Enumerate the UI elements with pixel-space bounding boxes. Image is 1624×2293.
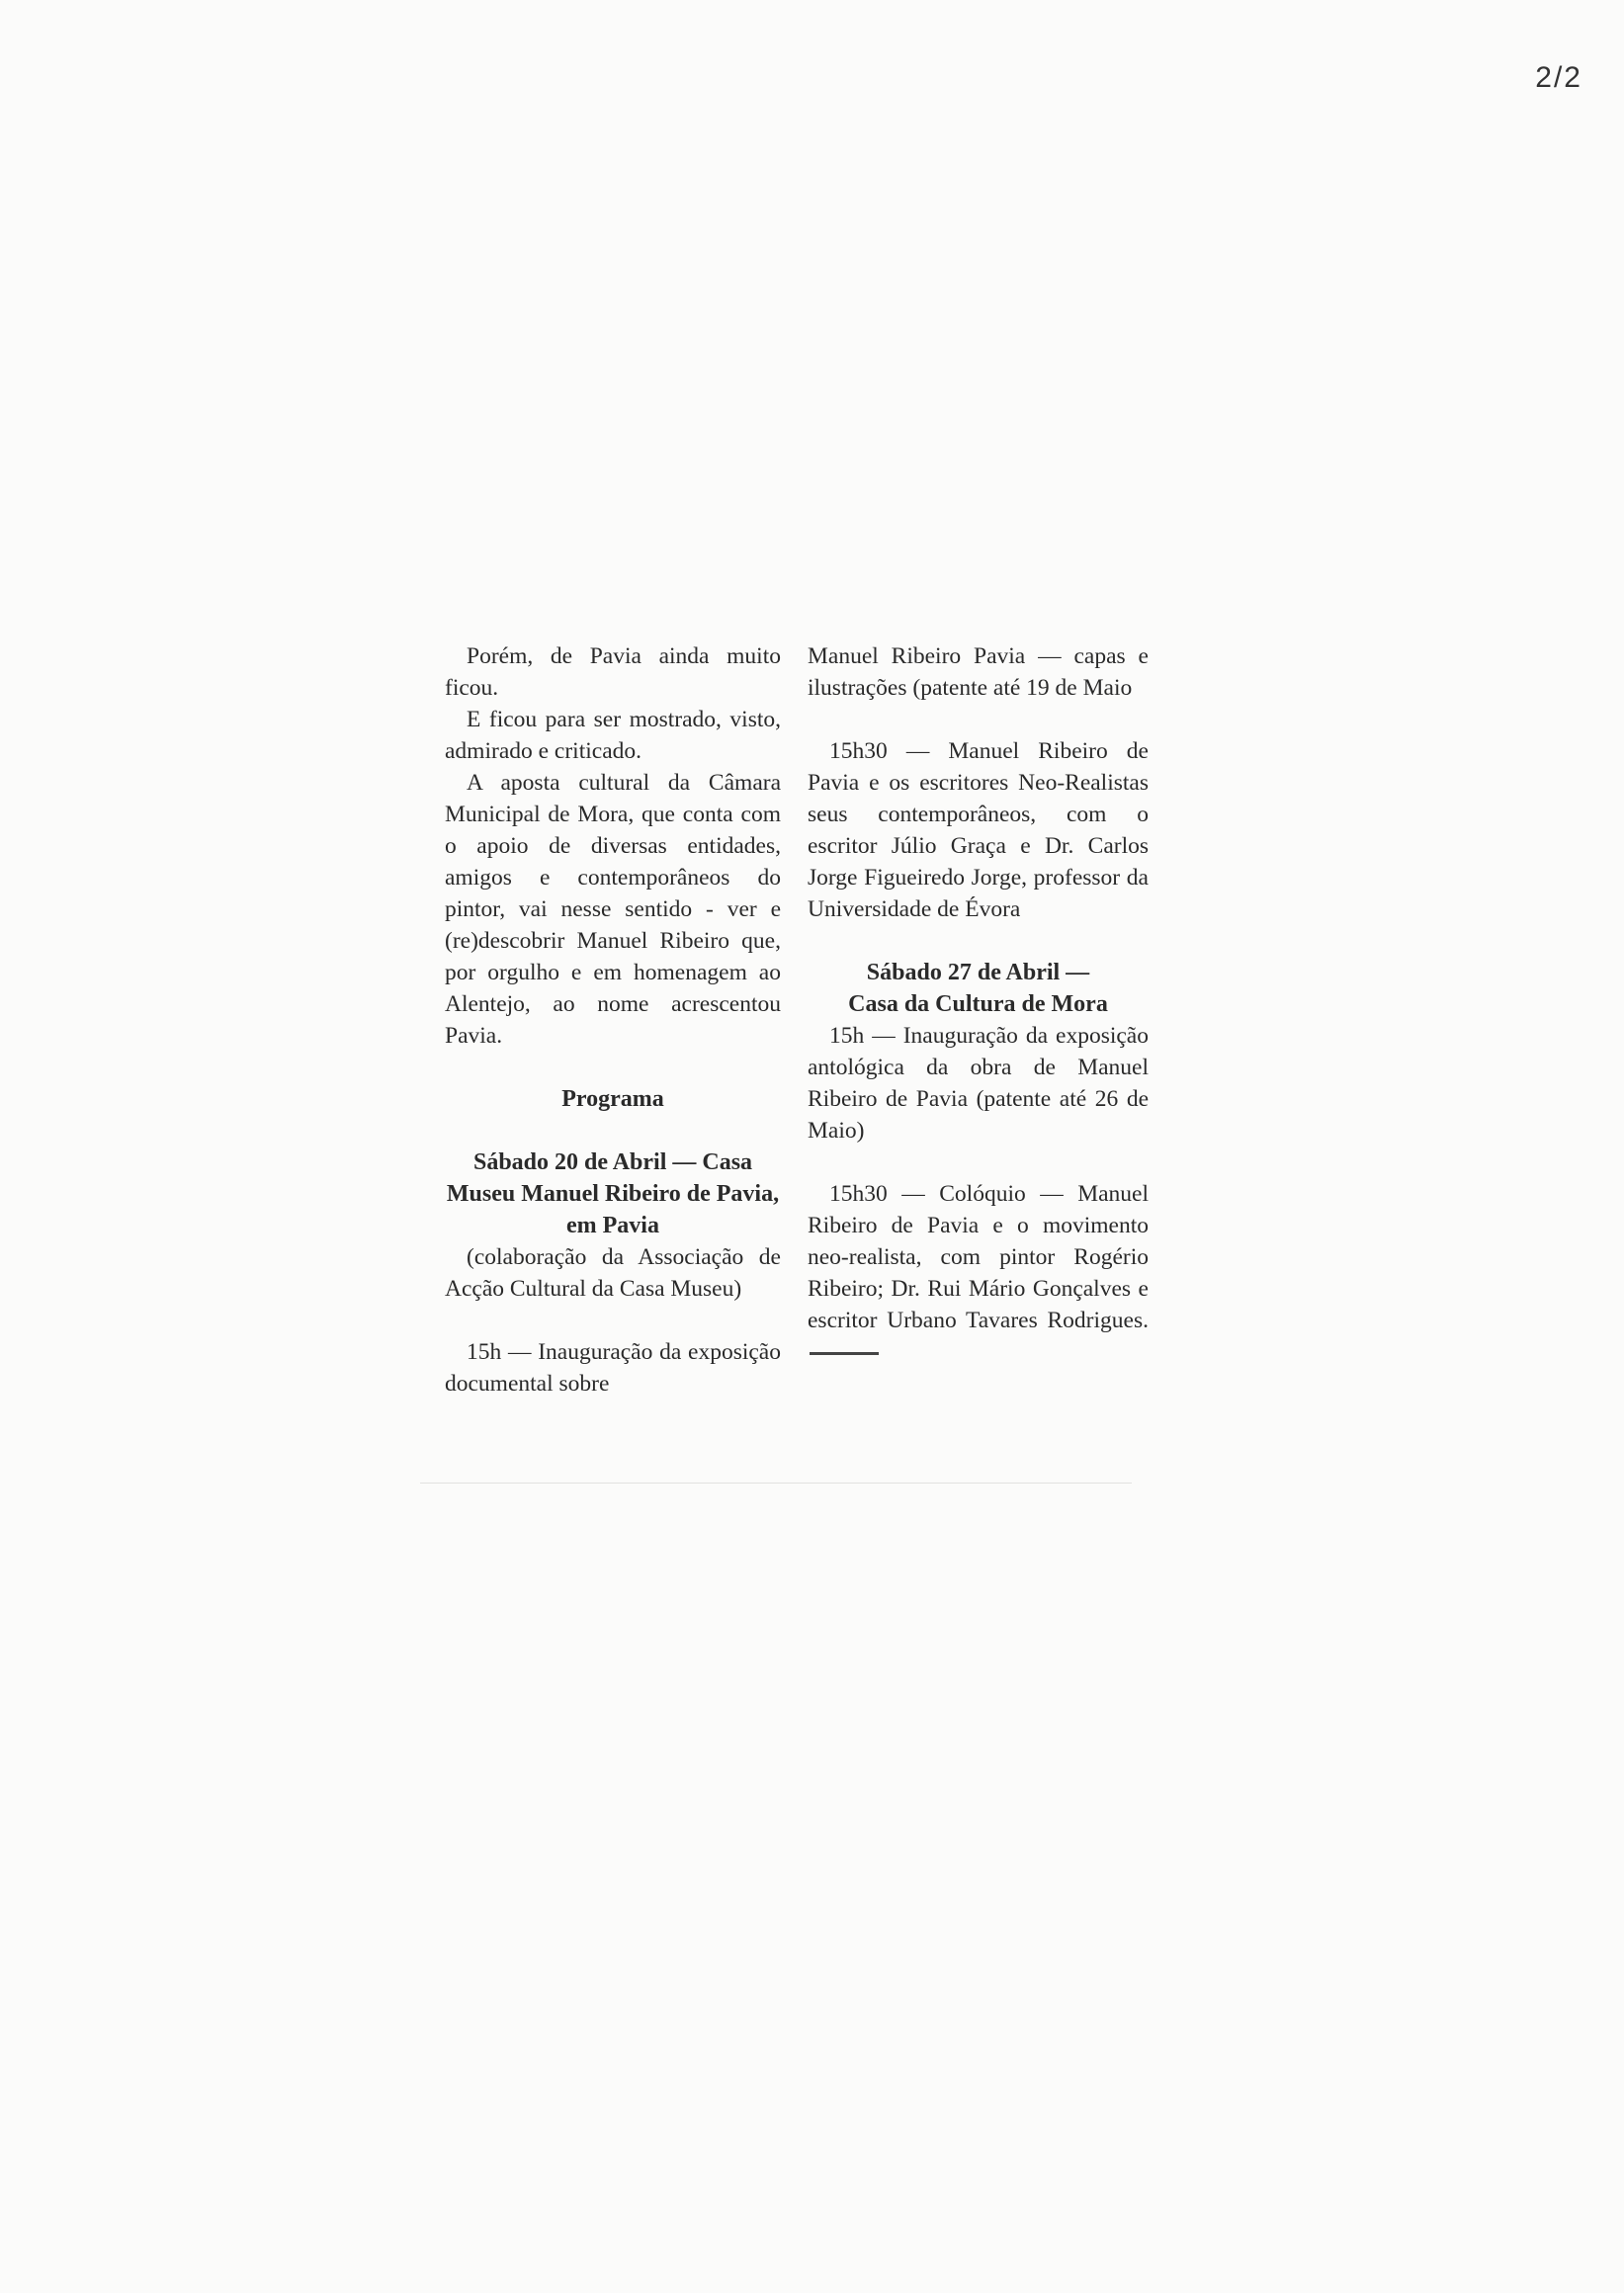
spacer xyxy=(808,1146,1149,1178)
event2-heading-line2: Casa da Cultura de Mora xyxy=(848,991,1108,1017)
right-column xyxy=(808,640,1149,1368)
left-column xyxy=(445,640,781,1400)
event1-item1: 15h — Inauguração da exposição documental sobre xyxy=(445,1339,781,1397)
event1-item1-continued: Manuel Ribeiro Pavia — capas e ilustrações (patente até 19 de Maio xyxy=(808,643,1149,701)
spacer xyxy=(445,1052,781,1083)
programa-heading: Programa xyxy=(561,1086,664,1112)
paragraph-intro: Porém, de Pavia ainda muito ficou. xyxy=(445,643,781,701)
spacer xyxy=(808,704,1149,735)
event2-heading-line1: Sábado 27 de Abril — xyxy=(866,960,1090,985)
end-rule-mark xyxy=(810,1352,879,1355)
event1-note: (colaboração da Associação de Acção Cultural da Casa Museu) xyxy=(445,1244,781,1302)
paragraph-shown: E ficou para ser mostrado, visto, admirado e criticado. xyxy=(445,707,781,764)
event1-heading: Sábado 20 de Abril — Casa Museu Manuel Ribeiro de Pavia, em Pavia xyxy=(446,1149,780,1238)
event2-item2 xyxy=(808,1178,1149,1368)
event2-item2-text: 15h30 — Colóquio — Manuel Ribeiro de Pavia e o movimento neo-realista, com pintor Rogério Ribeiro; Dr. Rui Mário Gonçalves e escritor Urbano Tavares Rodrigues. xyxy=(808,1181,1149,1333)
page-number: 2/2 xyxy=(1535,61,1582,94)
paragraph-cultural-bet: A aposta cultural da Câmara Municipal de Mora, que conta com o apoio de diversas entidades, amigos e contemporâneos do pintor, vai nesse sentido - ver e (re)descobrir Manuel Ribeiro que, por orgulho e em homenagem ao Alentejo, ao nome acrescentou Pavia. xyxy=(445,770,781,1049)
spacer xyxy=(445,1305,781,1336)
newspaper-clipping xyxy=(420,613,1149,1484)
spacer xyxy=(808,925,1149,957)
event2-item1: 15h — Inauguração da exposição antológica da obra de Manuel Ribeiro de Pavia (patente até 26 de Maio) xyxy=(808,1023,1149,1144)
event1-item2: 15h30 — Manuel Ribeiro de Pavia e os escritores Neo-Realistas seus contemporâneos, com o escritor Júlio Graça e Dr. Carlos Jorge Figueiredo Jorge, professor da Universidade de Évora xyxy=(808,738,1149,922)
spacer xyxy=(445,1115,781,1146)
